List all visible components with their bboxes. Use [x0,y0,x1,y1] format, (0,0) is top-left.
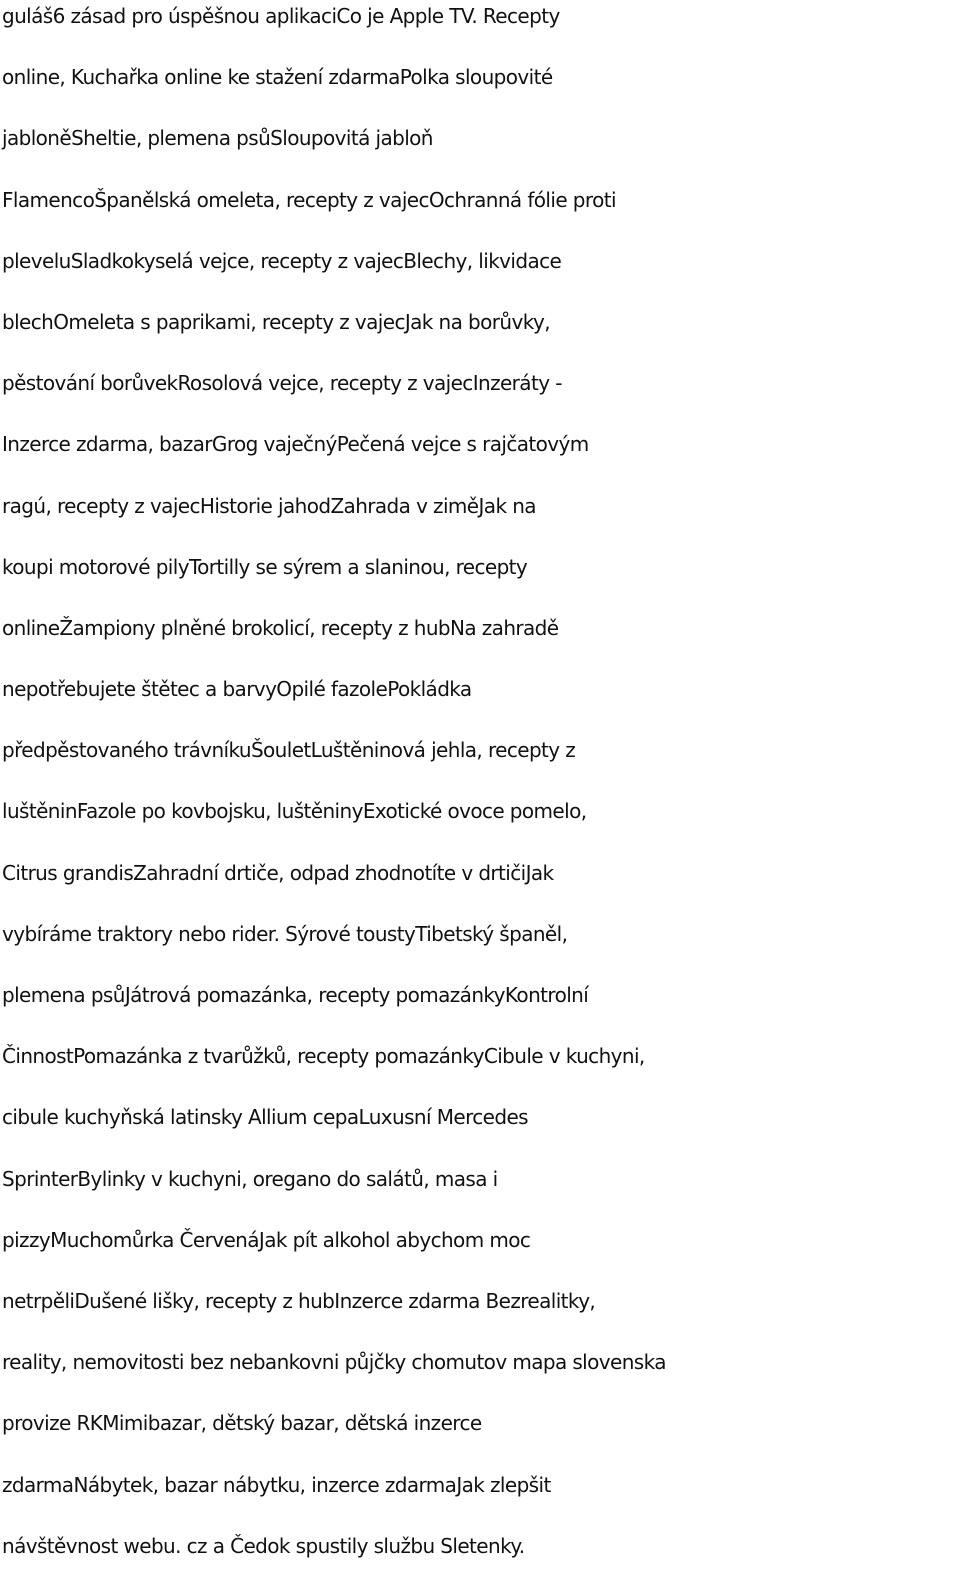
text-line: zdarmaNábytek, bazar nábytku, inzerce zdarmaJak zlepšit [2,1472,551,1497]
text-line: Citrus grandisZahradní drtiče, odpad zhodnotíte v drtičiJak [2,860,554,885]
text-line: koupi motorové pilyTortilly se sýrem a slaninou, recepty [2,554,528,579]
text-line: nepotřebujete štětec a barvyOpilé fazolePokládka [2,677,472,702]
text-line: FlamencoŠpanělská omeleta, recepty z vajecOchranná fólie proti [2,187,616,212]
text-line: návštěvnost webu. cz a Čedok spustily službu Sletenky. [2,1533,525,1558]
text-line: reality, nemovitosti bez nebankovni půjčky chomutov mapa slovenska [2,1350,666,1375]
text-line: předpěstovaného trávníkuŠouletLuštěninová jehla, recepty z [2,738,576,763]
text-line: pěstování borůvekRosolová vejce, recepty z vajecInzeráty - [2,371,562,396]
text-line: jabloněSheltie, plemena psůSloupovitá jabloň [2,126,433,151]
text-line: blechOmeleta s paprikami, recepty z vajecJak na borůvky, [2,309,550,334]
text-line: plemena psůJátrová pomazánka, recepty pomazánkyKontrolní [2,983,589,1007]
text-line: cibule kuchyňská latinsky Allium cepaLuxusní Mercedes [2,1105,528,1130]
text-line: pizzyMuchomůrka ČervenáJak pít alkohol abychom moc [2,1227,531,1252]
text-line: ČinnostPomazánka z tvarůžků, recepty pomazánkyCibule v kuchyni, [2,1044,645,1069]
text-line: SprinterBylinky v kuchyni, oregano do salátů, masa i [2,1166,498,1191]
text-line: pleveluSladkokyselá vejce, recepty z vajecBlechy, likvidace [2,248,562,273]
text-line: netrpěliDušené lišky, recepty z hubInzerce zdarma Bezrealitky, [2,1288,596,1313]
text-line: Inzerce zdarma, bazarGrog vaječnýPečená vejce s rajčatovým [2,432,589,457]
text-line: guláš6 zásad pro úspěšnou aplikaciCo je Apple TV. Recepty [2,4,560,28]
text-line: luštěninFazole po kovbojsku, luštěninyExotické ovoce pomelo, [2,799,587,824]
text-line: ragú, recepty z vajecHistorie jahodZahrada v ziměJak na [2,493,536,518]
text-line: online, Kuchařka online ke stažení zdarmaPolka sloupovité [2,65,553,90]
text-line: vybíráme traktory nebo rider. Sýrové toustyTibetský španěl, [2,921,568,946]
text-line: provize RKMimibazar, dětský bazar, dětská inzerce [2,1411,482,1436]
text-line: onlineŽampiony plněné brokolicí, recepty z hubNa zahradě [2,615,559,640]
